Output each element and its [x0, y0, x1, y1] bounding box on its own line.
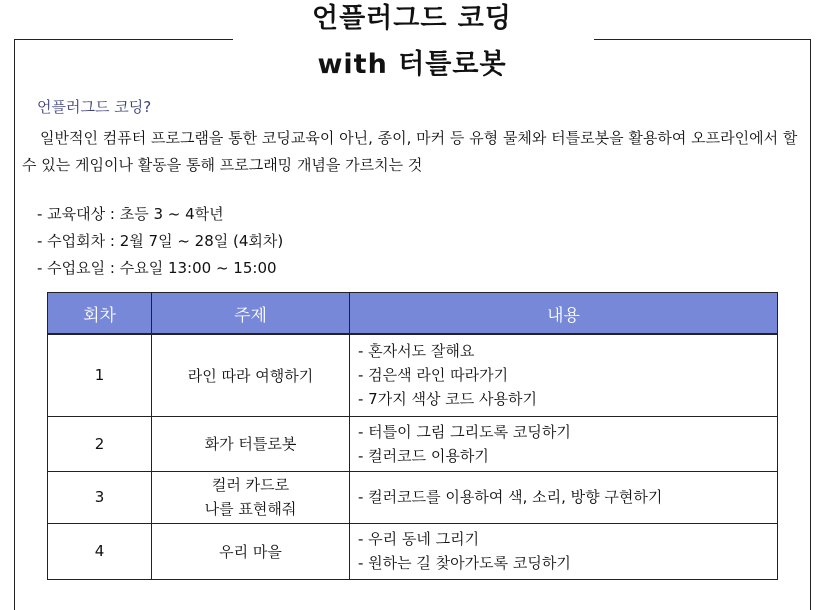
cell-topic: 화가 터틀로봇: [152, 416, 350, 471]
cell-session: 1: [48, 334, 152, 416]
page-title: 언플러그드 코딩: [312, 3, 512, 34]
content-line: - 터틀이 그림 그리도록 코딩하기: [358, 422, 571, 441]
cell-topic: 우리 마을: [152, 523, 350, 579]
cell-content: [350, 416, 778, 471]
content-line: - 우리 동네 그리기: [358, 530, 480, 548]
cell-content: [350, 523, 778, 579]
cell-topic: [152, 471, 350, 523]
header-content: 내용: [350, 293, 778, 335]
topic-line: 컬러 카드로: [211, 476, 290, 494]
section-heading: 언플러그드 코딩?: [37, 98, 152, 116]
table-row: [48, 416, 778, 471]
info-sessions: - 수업회차 : 2월 7일 ~ 28일 (4회차): [37, 232, 284, 250]
table-row: [48, 471, 778, 523]
content-line: - 혼자서도 잘해요: [358, 342, 475, 361]
info-weekday: - 수업요일 : 수요일 13:00 ~ 15:00: [37, 259, 277, 277]
cell-session: 3: [48, 471, 152, 523]
page-subtitle: with 터틀로봇: [317, 49, 507, 80]
info-target: - 교육대상 : 초등 3 ~ 4학년: [37, 205, 224, 223]
cell-topic: 라인 따라 여행하기: [152, 334, 350, 416]
cell-content: [350, 471, 778, 523]
header-topic: 주제: [152, 293, 350, 335]
content-line: - 원하는 길 찾아가도록 코딩하기: [358, 554, 571, 572]
content-line: - 7가지 색상 코드 사용하기: [358, 390, 537, 409]
table-row: [48, 334, 778, 416]
table-header-row: [48, 293, 778, 335]
description-text: 일반적인 컴퓨터 프로그램을 통한 코딩교육이 아닌, 종이, 마커 등 유형 물체와 터틀로봇을 활용하여 오프라인에서 할 수 있는 게임이나 활동을 통해 프로그래밍 개념을 가르치는 것: [22, 129, 798, 174]
header-session: 회차: [48, 293, 152, 335]
description-paragraph: [22, 125, 808, 179]
topic-line: 나를 표현해줘: [204, 500, 297, 518]
content-line: - 컬러코드를 이용하여 색, 소리, 방향 구현하기: [358, 488, 663, 506]
content-line: - 컬러코드 이용하기: [358, 446, 489, 465]
table-row: [48, 523, 778, 579]
cell-session: 2: [48, 416, 152, 471]
cell-content: [350, 334, 778, 416]
schedule-table: [47, 292, 778, 580]
content-line: - 검은색 라인 따라가기: [358, 366, 509, 385]
cell-session: 4: [48, 523, 152, 579]
